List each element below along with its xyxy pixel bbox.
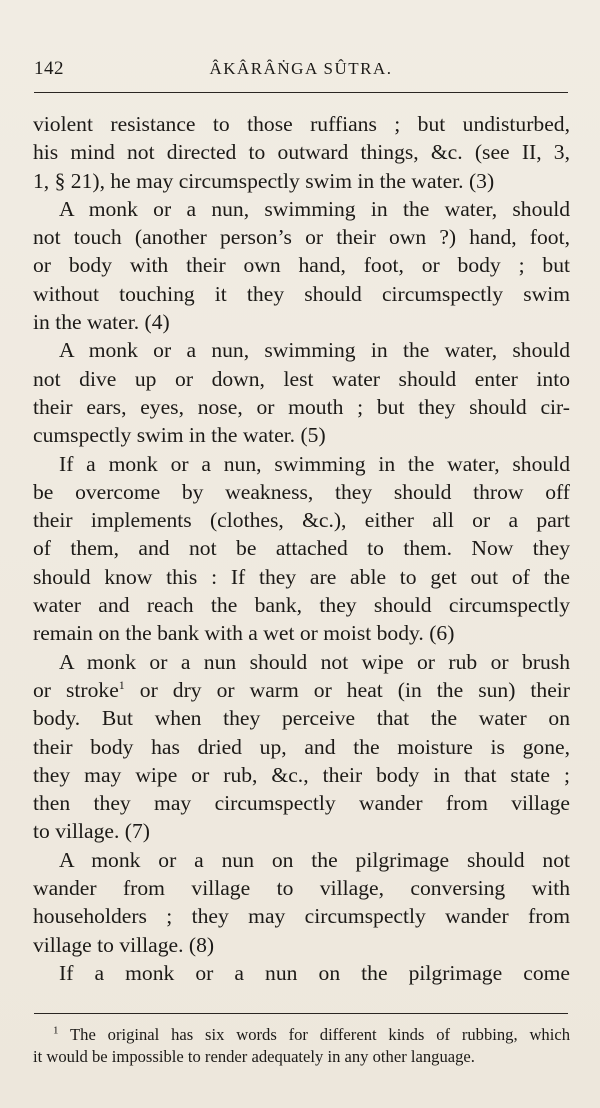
text-line: then they may circumspectly wander from village: [33, 791, 570, 816]
text-line: or body with their own hand, foot, or body ; but: [33, 253, 570, 278]
text-line: in the water. (4): [33, 310, 170, 335]
text-line: should know this : If they are able to get out of the: [33, 564, 570, 589]
text-line: of them, and not be attached to them. Now they: [33, 536, 570, 561]
text-line: without touching it they should circumspectly swim: [33, 281, 570, 306]
text-line: A monk or a nun should not wipe or rub or brush: [59, 649, 570, 674]
text-line: If a monk or a nun, swimming in the water, should: [59, 451, 570, 476]
text-line: cumspectly swim in the water. (5): [33, 423, 326, 448]
text-line: their ears, eyes, nose, or mouth ; but they should cir-: [33, 394, 570, 419]
footnote-text: The original has six words for different kinds of rubbing, which: [58, 1025, 570, 1044]
text-line: village to village. (8): [33, 932, 215, 957]
text-line-with-footnote: [33, 676, 570, 704]
text-line: A monk or a nun on the pilgrimage should not: [59, 847, 570, 872]
text-line: body. But when they perceive that the water on: [33, 706, 570, 731]
text-line: their implements (clothes, &c.), either all or a part: [33, 508, 570, 533]
text-line: to village. (7): [33, 819, 150, 844]
running-head: ÂKÂRÂṄGA SÛTRA.: [209, 59, 393, 78]
text-line: householders ; they may circumspectly wander from: [33, 904, 570, 929]
footnote-line: it would be impossible to render adequately in any other language.: [33, 1047, 475, 1066]
footnote-divider: [34, 1013, 568, 1014]
text-line: not touch (another person’s or their own ?) hand, foot,: [33, 225, 570, 250]
page-number: 142: [34, 58, 64, 79]
text-line: their body has dried up, and the moisture is gone,: [33, 734, 570, 759]
text-line: If a monk or a nun on the pilgrimage come: [59, 960, 570, 985]
footnote-line: [33, 1024, 570, 1046]
page-header: [34, 52, 568, 93]
footnote: [33, 1024, 570, 1068]
footnote-reference: 1: [118, 677, 125, 692]
text-line: remain on the bank with a wet or moist body. (6): [33, 621, 455, 646]
text-line: be overcome by weakness, they should throw off: [33, 479, 570, 504]
text-line: wander from village to village, conversing with: [33, 876, 570, 901]
text-line: A monk or a nun, swimming in the water, should: [59, 338, 570, 363]
text-line: they may wipe or rub, &c., their body in that state ;: [33, 762, 570, 787]
footnote-marker: 1: [53, 1024, 59, 1037]
text-segment: or stroke: [33, 677, 119, 702]
text-segment: or dry or warm or heat (in the sun) their: [124, 677, 570, 702]
text-line: water and reach the bank, they should circumspectly: [33, 593, 570, 618]
text-line: violent resistance to those ruffians ; but undisturbed,: [33, 112, 570, 136]
text-line: A monk or a nun, swimming in the water, should: [59, 196, 570, 221]
text-line: not dive up or down, lest water should enter into: [33, 366, 570, 391]
text-line: 1, § 21), he may circumspectly swim in the water. (3): [33, 168, 495, 193]
body-text: [33, 110, 570, 987]
text-line: his mind not directed to outward things, &c. (see II, 3,: [33, 140, 570, 165]
